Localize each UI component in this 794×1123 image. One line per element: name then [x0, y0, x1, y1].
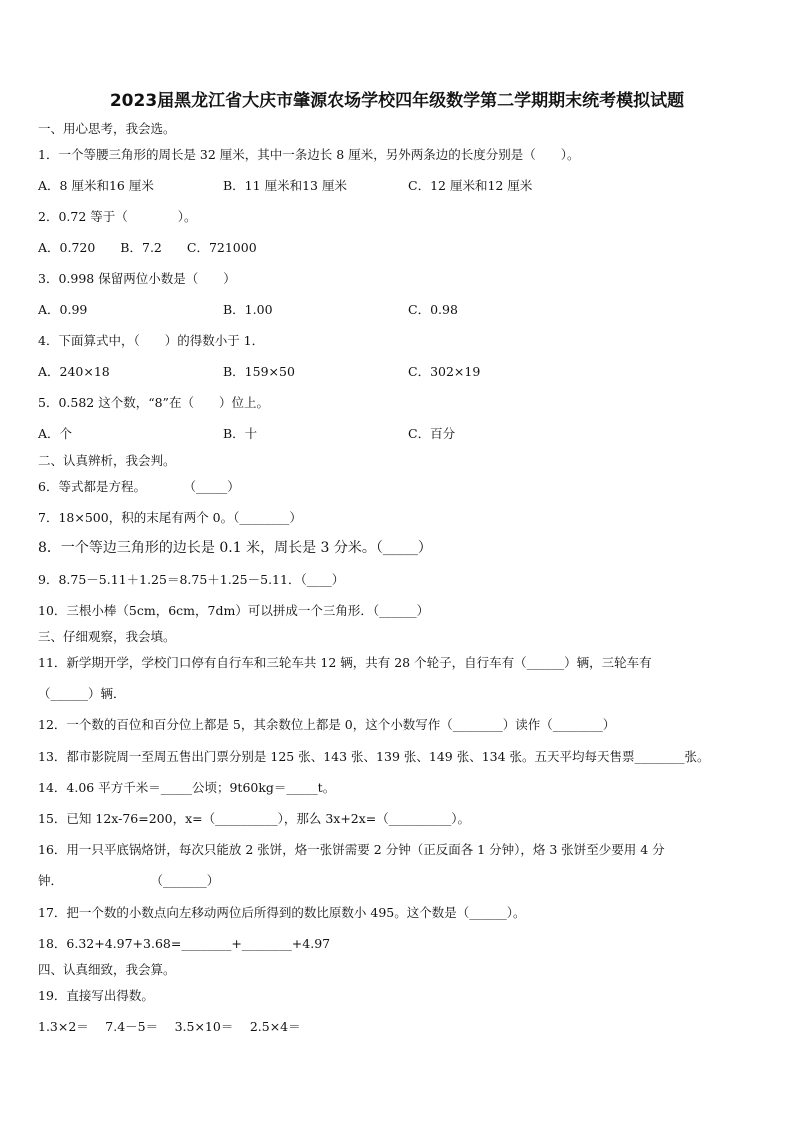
q3-option-a: A．0.99 [38, 302, 88, 317]
question-5: 5．0.582 这个数，“8”在（ ）位上。 [38, 395, 269, 410]
q2-options: A．0.720 B．7.2 C．721000 [38, 240, 257, 255]
section-heading-4: 四、认真细致，我会算。 [38, 962, 176, 977]
question-9: 9．8.75－5.11＋1.25＝8.75＋1.25－5.11．（____） [38, 572, 345, 587]
question-18: 18．6.32+4.97+3.68=________+________+4.97 [38, 936, 331, 951]
q4-option-a: A．240×18 [38, 364, 110, 379]
question-8: 8．一个等边三角形的边长是 0.1 米，周长是 3 分米。（_____） [38, 540, 432, 556]
q1-option-b: B．11 厘米和13 厘米 [223, 178, 347, 193]
q1-option-c: C．12 厘米和12 厘米 [408, 178, 533, 193]
question-17: 17．把一个数的小数点向左移动两位后所得到的数比原数小 495。这个数是（______）。 [38, 905, 526, 920]
question-4: 4．下面算式中，（ ）的得数小于 1． [38, 333, 265, 348]
page-title: 2023届黑龙江省大庆市肇源农场学校四年级数学第二学期期末统考模拟试题 [109, 91, 685, 111]
question-15: 15．已知 12x-76=200，x=（__________），那么 3x+2x=（__________）。 [38, 811, 471, 826]
q3-option-b: B．1.00 [223, 302, 273, 317]
question-11-line-2: （______）辆． [38, 686, 126, 701]
section-heading-2: 二、认真辨析，我会判。 [38, 453, 176, 468]
section-heading-1: 一、用心思考，我会选。 [38, 121, 176, 136]
q5-option-a: A．个 [38, 426, 73, 441]
q4-option-b: B．159×50 [223, 364, 295, 379]
question-10: 10．三根小棒（5cm，6cm，7dm）可以拼成一个三角形．（______） [38, 603, 430, 618]
question-1: 1．一个等腰三角形的周长是 32 厘米，其中一条边长 8 厘米，另外两条边的长度分别是（ ）。 [38, 147, 580, 162]
question-13: 13．都市影院周一至周五售出门票分别是 125 张、143 张、139 张、149 张、134 张。五天平均每天售票________张。 [38, 749, 710, 764]
question-11-line-1: 11．新学期开学，学校门口停有自行车和三轮车共 12 辆，共有 28 个轮子，自行车有（______）辆，三轮车有 [38, 655, 652, 670]
q3-option-c: C．0.98 [408, 302, 458, 317]
q4-option-c: C．302×19 [408, 364, 481, 379]
question-16-line-1: 16．用一只平底锅烙饼，每次只能放 2 张饼，烙一张饼需要 2 分钟（正反面各 1 分钟），烙 3 张饼至少要用 4 分 [38, 842, 665, 857]
question-3: 3．0.998 保留两位小数是（ ） [38, 271, 236, 286]
question-16-line-2: 钟． （_______） [38, 873, 220, 888]
question-19: 19．直接写出得数。 [38, 988, 154, 1003]
q5-option-b: B．十 [223, 426, 258, 441]
question-12: 12．一个数的百位和百分位上都是 5，其余数位上都是 0，这个小数写作（________）读作（________） [38, 717, 616, 732]
q19-items: 1.3×2＝ 7.4－5＝ 3.5×10＝ 2.5×4＝ [38, 1019, 301, 1034]
q1-option-a: A．8 厘米和16 厘米 [38, 178, 154, 193]
question-2: 2．0.72 等于（ ）。 [38, 209, 197, 224]
q5-option-c: C．百分 [408, 426, 456, 441]
section-heading-3: 三、仔细观察，我会填。 [38, 629, 176, 644]
question-14: 14．4.06 平方千米＝_____公顷；9t60kg＝_____t。 [38, 780, 336, 795]
question-6: 6．等式都是方程。 （_____） [38, 479, 240, 494]
question-7: 7．18×500，积的末尾有两个 0。（________） [38, 510, 302, 525]
